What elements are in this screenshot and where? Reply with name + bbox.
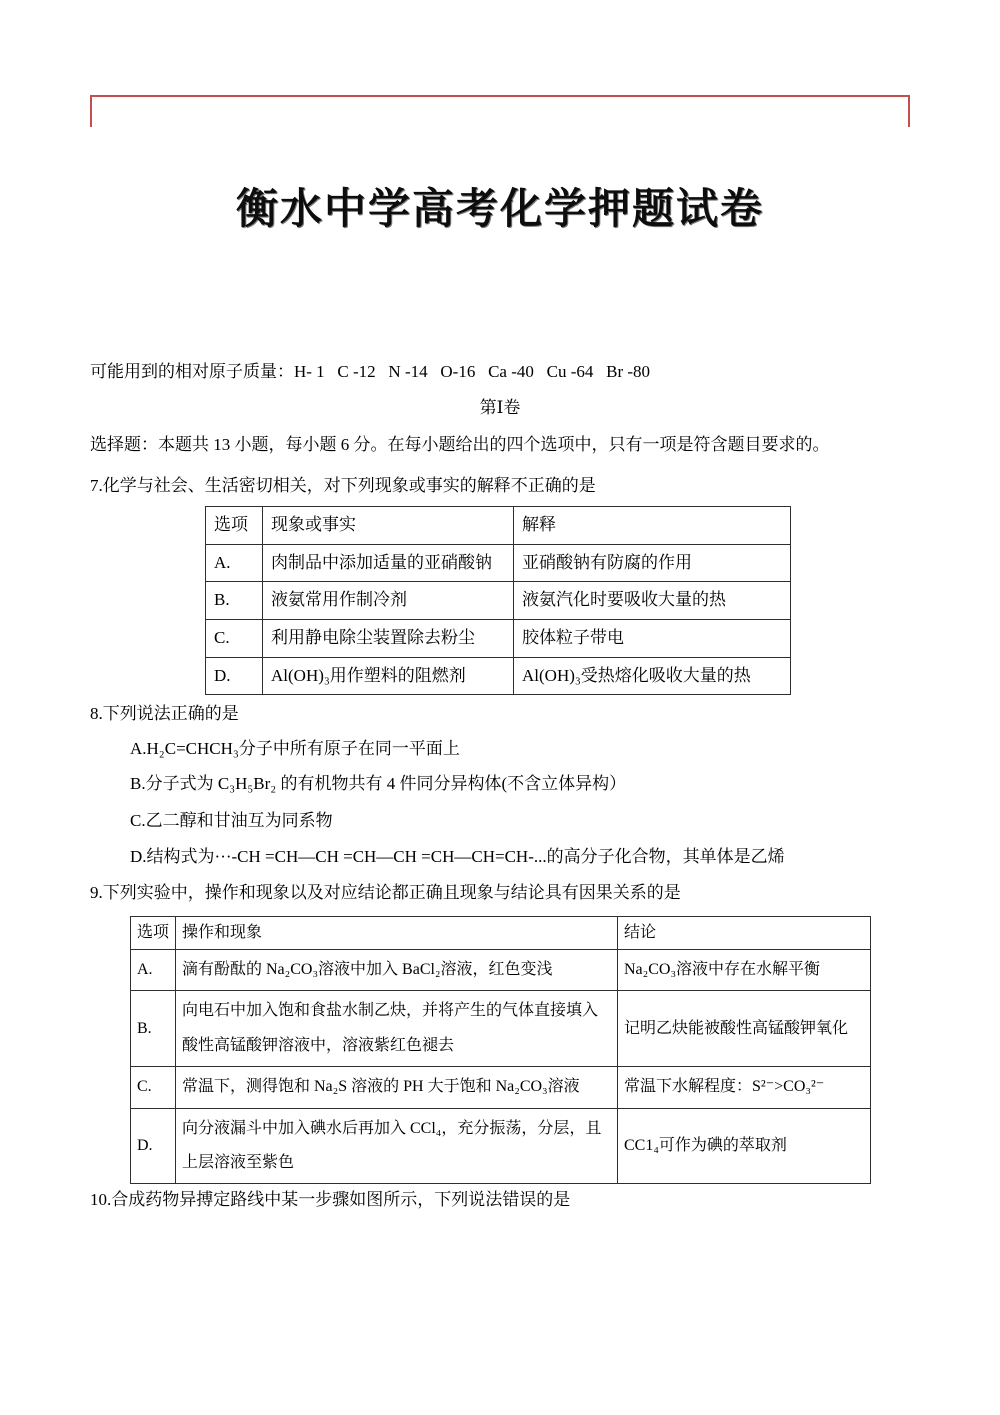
table-cell: 向分液漏斗中加入碘水后再加入 CCl₄，充分振荡，分层，且上层溶液至紫色 — [176, 1108, 618, 1184]
table-row — [206, 657, 791, 695]
table-cell: C. — [206, 619, 263, 657]
column-header: 解释 — [514, 507, 791, 545]
table-row — [206, 619, 791, 657]
table-cell: 滴有酚酞的 Na₂CO₃溶液中加入 BaCl₂溶液，红色变浅 — [176, 950, 618, 991]
table-row — [206, 544, 791, 582]
table-cell: Al(OH)₃用作塑料的阻燃剂 — [263, 657, 514, 695]
question-8-option-c: C.乙二醇和甘油互为同系物 — [130, 811, 333, 830]
table-cell: CC1₄可作为碘的萃取剂 — [618, 1108, 871, 1184]
table-row — [206, 582, 791, 620]
table-cell: B. — [131, 991, 176, 1067]
part-heading: 第Ⅰ卷 — [479, 398, 521, 417]
table-cell: 胶体粒子带电 — [514, 619, 791, 657]
table-cell: Al(OH)₃受热熔化吸收大量的热 — [514, 657, 791, 695]
column-header: 选项 — [131, 917, 176, 950]
table-row — [131, 1108, 871, 1184]
question-8-option-b: B.分子式为 C₃H₅Br₂ 的有机物共有 4 件同分异构体(不含立体异构） — [130, 774, 627, 793]
column-header: 现象或事实 — [263, 507, 514, 545]
question-10-stem: 10.合成药物异搏定路线中某一步骤如图所示，下列说法错误的是 — [90, 1190, 571, 1209]
question-8-option-d: D.结构式为···-CH =CH—CH =CH—CH =CH—CH=CH-...的高分子化合物，其单体是乙烯 — [130, 847, 785, 866]
question-7-stem: 7.化学与社会、生活密切相关，对下列现象或事实的解释不正确的是 — [90, 476, 596, 495]
column-header: 结论 — [618, 917, 871, 950]
column-header: 选项 — [206, 507, 263, 545]
question-9-table — [130, 916, 871, 1184]
section-instructions: 选择题：本题共 13 小题，每小题 6 分。在每小题给出的四个选项中，只有一项是符含题目要求的。 — [90, 435, 830, 454]
header-rule — [90, 95, 910, 127]
table-cell: 常温下，测得饱和 Na₂S 溶液的 PH 大于饱和 Na₂CO₃溶液 — [176, 1067, 618, 1108]
table-cell: 利用静电除尘装置除去粉尘 — [263, 619, 514, 657]
question-8-option-a: A.H₂C=CHCH₃分子中所有原子在同一平面上 — [130, 739, 460, 758]
table-cell: 液氨汽化时要吸收大量的热 — [514, 582, 791, 620]
table-header-row — [206, 507, 791, 545]
table-row — [131, 950, 871, 991]
table-cell: D. — [131, 1108, 176, 1184]
table-cell: D. — [206, 657, 263, 695]
table-cell: C. — [131, 1067, 176, 1108]
table-cell: 肉制品中添加适量的亚硝酸钠 — [263, 544, 514, 582]
table-header-row — [131, 917, 871, 950]
table-cell: A. — [131, 950, 176, 991]
question-8-stem: 8.下列说法正确的是 — [90, 704, 239, 723]
table-cell: 向电石中加入饱和食盐水制乙炔，并将产生的气体直接填入酸性高锰酸钾溶液中，溶液紫红色褪去 — [176, 991, 618, 1067]
table-cell: Na₂CO₃溶液中存在水解平衡 — [618, 950, 871, 991]
question-9-stem: 9.下列实验中，操作和现象以及对应结论都正确且现象与结论具有因果关系的是 — [90, 883, 681, 902]
table-cell: 亚硝酸钠有防腐的作用 — [514, 544, 791, 582]
table-cell: B. — [206, 582, 263, 620]
column-header: 操作和现象 — [176, 917, 618, 950]
table-cell: 液氨常用作制冷剂 — [263, 582, 514, 620]
table-cell: 记明乙炔能被酸性高锰酸钾氧化 — [618, 991, 871, 1067]
question-9-table-wrap — [130, 916, 871, 1184]
table-row — [131, 991, 871, 1067]
question-7-table-wrap — [205, 506, 791, 695]
table-cell: A. — [206, 544, 263, 582]
table-cell: 常温下水解程度：S²⁻>CO₃²⁻ — [618, 1067, 871, 1108]
atomic-masses-line: 可能用到的相对原子质量：H- 1 C -12 N -14 O-16 Ca -40 Cu -64 Br -80 — [90, 362, 651, 381]
table-row — [131, 1067, 871, 1108]
exam-title: 衡水中学高考化学押题试卷 — [235, 185, 764, 232]
question-7-table — [205, 506, 791, 695]
